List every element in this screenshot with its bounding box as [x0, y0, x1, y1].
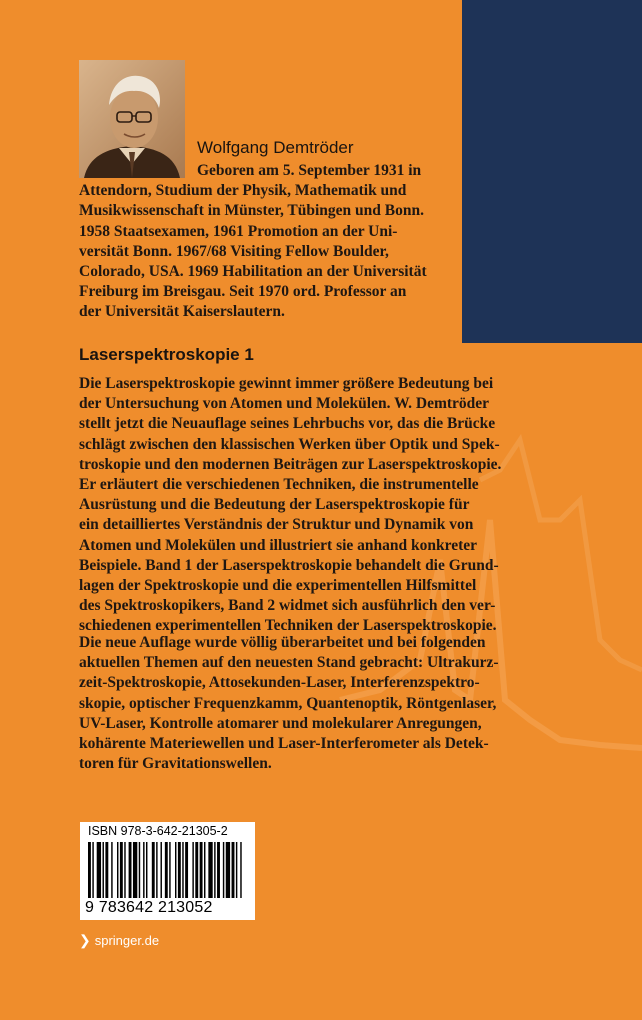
bio-line: Freiburg im Breisgau. Seit 1970 ord. Professor an: [79, 283, 407, 301]
author-bio: [79, 161, 459, 323]
update-line: toren für Gravitationswellen.: [79, 755, 272, 773]
description-line: Ausrüstung und die Bedeutung der Laserspektroskopie für: [79, 496, 470, 514]
bio-line: Geboren am 5. September 1931 in: [197, 162, 422, 179]
navy-color-block: [462, 0, 642, 343]
isbn-barcode-box: [80, 822, 255, 920]
bio-line: 1958 Staatsexamen, 1961 Promotion an der Uni-: [79, 222, 398, 240]
update-line: Die neue Auflage wurde völlig überarbeitet und bei folgenden: [79, 634, 486, 651]
description-line: schiedenen experimentellen Techniken der Laserspektroskopie.: [79, 617, 497, 635]
update-line: aktuellen Themen auf den neuesten Stand gebracht: Ultrakurz-: [79, 654, 499, 672]
description-line: ein detailliertes Verständnis der Struktur und Dynamik von: [79, 516, 474, 534]
bio-line: Attendorn, Studium der Physik, Mathematik und: [79, 182, 407, 200]
description-line: schlägt zwischen den klassischen Werken über Optik und Spek-: [79, 435, 500, 453]
description-line: Er erläutert die verschiedenen Techniken, die instrumentelle: [79, 476, 479, 494]
publisher-link[interactable]: [79, 932, 159, 949]
bio-line: versität Bonn. 1967/68 Visiting Fellow Boulder,: [79, 242, 389, 260]
description-line: des Spektroskopikers, Band 2 widmet sich ausführlich den ver-: [79, 597, 496, 615]
description-line: lagen der Spektroskopie und die experimentellen Hilfsmittel: [79, 577, 477, 595]
barcode-digits: 9 783642 213052: [85, 899, 213, 916]
isbn-label: ISBN 978-3-642-21305-2: [88, 824, 228, 838]
description-line: der Untersuchung von Atomen und Molekülen. W. Demtröder: [79, 395, 490, 413]
bio-line: Colorado, USA. 1969 Habilitation an der Universität: [79, 263, 427, 281]
update-line: UV-Laser, Kontrolle atomarer und molekularer Anregungen,: [79, 714, 482, 732]
book-update-notes: [79, 633, 599, 774]
barcode: [86, 842, 250, 898]
chevron-right-icon: ❯: [79, 932, 91, 948]
update-line: zeit-Spektroskopie, Attosekunden-Laser, Interferenzspektro-: [79, 674, 480, 692]
description-line: Beispiele. Band 1 der Laserspektroskopie behandelt die Grund-: [79, 556, 499, 574]
update-line: skopie, optischer Frequenzkamm, Quantenoptik, Röntgenlaser,: [79, 694, 497, 712]
book-title: Laserspektroskopie 1: [79, 345, 254, 364]
publisher-url: springer.de: [94, 933, 160, 948]
update-line: kohärente Materiewellen und Laser-Interferometer als Detek-: [79, 735, 489, 753]
bio-line: Musikwissenschaft in Münster, Tübingen und Bonn.: [79, 202, 424, 220]
author-name: Wolfgang Demtröder: [197, 138, 354, 157]
description-line: Die Laserspektroskopie gewinnt immer größere Bedeutung bei: [79, 375, 494, 392]
description-line: troskopie und den modernen Beiträgen zur Laserspektroskopie.: [79, 455, 502, 473]
description-line: Atomen und Molekülen und illustriert sie anhand konkreter: [79, 536, 478, 554]
description-line: stellt jetzt die Neuauflage seines Lehrbuchs vor, das die Brücke: [79, 415, 496, 433]
book-description: [79, 374, 599, 637]
bio-line: der Universität Kaiserslautern.: [79, 303, 285, 321]
